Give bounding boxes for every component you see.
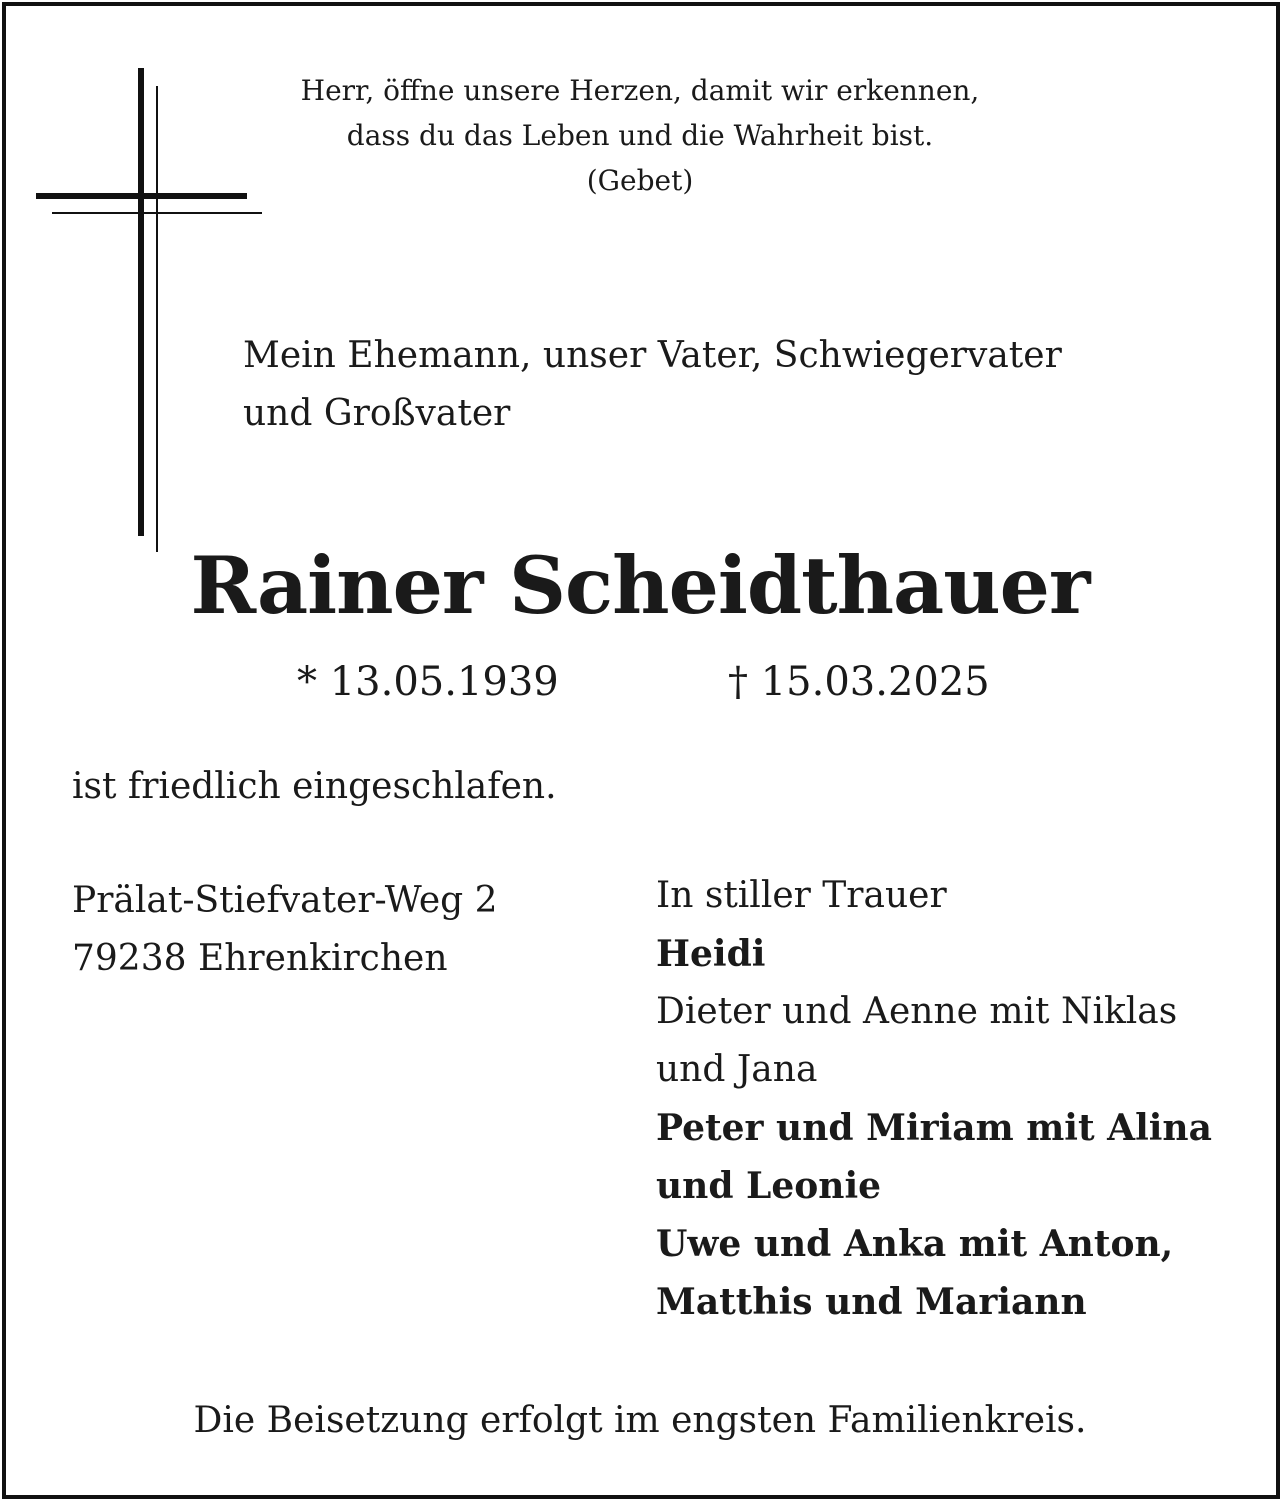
intro-line: und Großvater bbox=[243, 393, 511, 434]
statement-text: ist friedlich eingeschlafen. bbox=[72, 766, 557, 807]
intro-line: Mein Ehemann, unser Vater, Schwiegervater bbox=[243, 335, 1062, 376]
mourners-list bbox=[656, 867, 1212, 1331]
motto-source: (Gebet) bbox=[586, 164, 694, 197]
deceased-name: Rainer Scheidthauer bbox=[190, 539, 1090, 632]
prayer-motto bbox=[240, 68, 1040, 203]
mourners-heading: In stiller Trauer bbox=[656, 875, 947, 916]
mourner-line: Matthis und Mariann bbox=[656, 1281, 1087, 1323]
motto-line: Herr, öffne unsere Herzen, damit wir erkennen, bbox=[300, 74, 980, 107]
mourner-line: Dieter und Aenne mit Niklas bbox=[656, 991, 1178, 1032]
motto-line: dass du das Leben und die Wahrheit bist. bbox=[346, 119, 934, 152]
mourner-line: und Leonie bbox=[656, 1165, 882, 1207]
mourner-line: Heidi bbox=[656, 933, 766, 975]
mourner-line: Peter und Miriam mit Alina bbox=[656, 1107, 1212, 1149]
burial-notice: Die Beisetzung erfolgt im engsten Familienkreis. bbox=[193, 1400, 1087, 1441]
death-date: † 15.03.2025 bbox=[728, 659, 990, 705]
address-city: 79238 Ehrenkirchen bbox=[72, 938, 448, 979]
address-street: Prälat-Stiefvater-Weg 2 bbox=[72, 880, 498, 921]
mourner-line: Uwe und Anka mit Anton, bbox=[656, 1223, 1174, 1265]
mourner-line: und Jana bbox=[656, 1049, 818, 1090]
family-address bbox=[72, 872, 498, 988]
intro-text bbox=[243, 327, 1062, 443]
birth-date: * 13.05.1939 bbox=[297, 659, 559, 705]
